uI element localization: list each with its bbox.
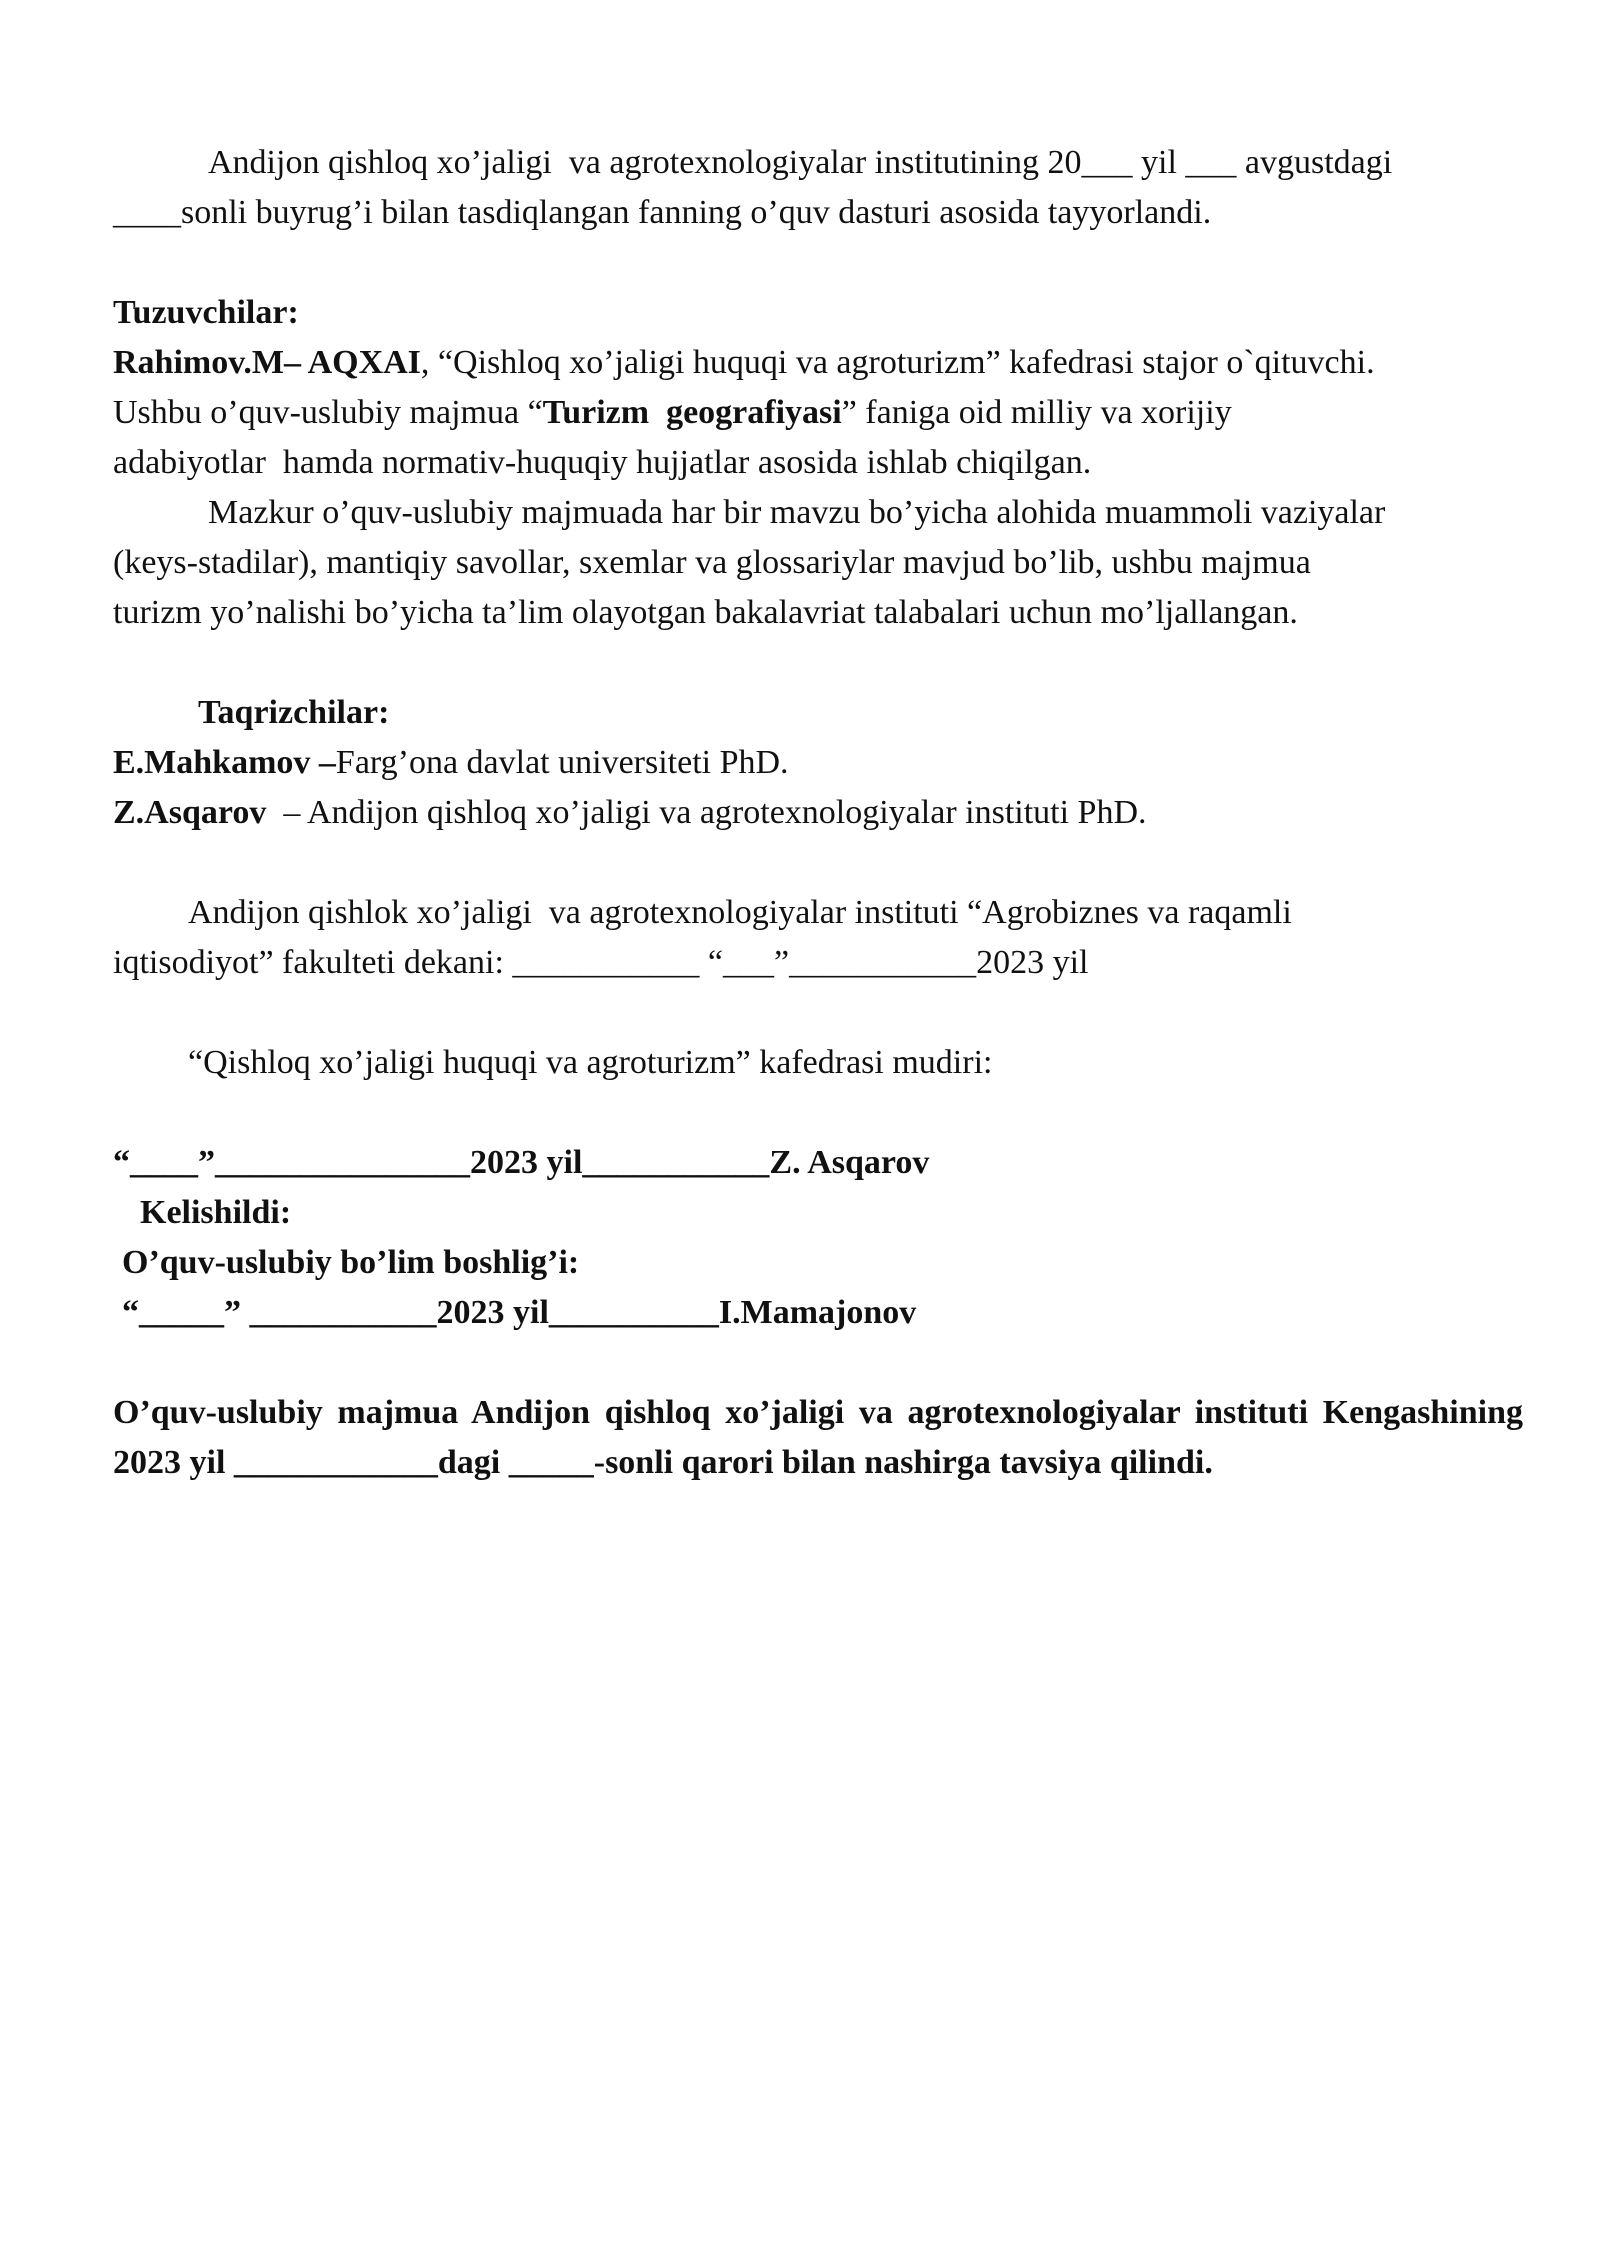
description-line-3: Mazkur o’quv-uslubiy majmuada har bir mavzu bo’yicha alohida muammoli vaziyalar [208,494,1386,531]
description-text-b: ” faniga oid milliy va xorijiy [841,394,1232,431]
reviewer-1-affiliation: Farg’ona davlat universiteti PhD. [335,744,789,781]
dean-line-2: iqtisodiyot” fakulteti dekani: ___________ “___”___________2023 yil [113,944,1089,981]
reviewer-2-name: Z.Asqarov [113,794,267,831]
dean-line-1: Andijon qishlok xo’jaligi va agrotexnologiyalar instituti “Agrobiznes va raqamli [188,894,1292,931]
course-title: Turizm geografiyasi [542,394,842,431]
reviewer-2-affiliation: – Andijon qishloq xo’jaligi va agrotexnologiyalar instituti PhD. [266,794,1147,831]
author-position: , “Qishloq xo’jaligi huquqi va agroturizm” kafedrasi stajor o`qituvchi. [420,344,1375,381]
description-line-4: (keys-stadilar), mantiqiy savollar, sxemlar va glossariylar mavjud bo’lib, ushbu majmua [113,544,1311,581]
approval-signature: “_____” ___________2023 yil__________I.Mamajonov [122,1294,917,1331]
approval-office: O’quv-uslubiy bo’lim boshlig’i: [122,1244,580,1281]
department-head-signature: “____”_______________2023 yil___________Z. Asqarov [113,1144,930,1181]
council-recommendation: O’quv-uslubiy majmua Andijon qishloq xo’jaligi va agrotexnologiyalar instituti Kengashining 2023 yil ____________dagi _____-sonli qarori bilan nashirga tavsiya qilindi. [113,1394,1523,1481]
description-text-a: Ushbu o’quv-uslubiy majmua “ [113,394,543,431]
reviewer-1-name: E.Mahkamov – [113,744,336,781]
reviewer-1 [113,738,789,788]
description-line-1 [113,388,1232,438]
approval-heading: Kelishildi: [140,1194,292,1231]
department-head-title: “Qishloq xo’jaligi huquqi va agroturizm” kafedrasi mudiri: [188,1044,993,1081]
description-line-2: adabiyotlar hamda normativ-huquqiy hujjatlar asosida ishlab chiqilgan. [113,444,1092,481]
intro-line-2: ____sonli buyrug’i bilan tasdiqlangan fanning o’quv dasturi asosida tayyorlandi. [113,194,1212,231]
reviewers-heading: Taqrizchilar: [198,694,390,731]
authors-heading: Tuzuvchilar: [113,294,299,331]
intro-line-1: Andijon qishloq xo’jaligi va agrotexnologiyalar institutining 20___ yil ___ avgustdagi [208,144,1393,181]
author-line [113,338,1375,388]
description-line-5: turizm yo’nalishi bo’yicha ta’lim olayotgan bakalavriat talabalari uchun mo’ljallangan. [113,594,1298,631]
author-name: Rahimov.M– AQXAI [113,344,421,381]
reviewer-2 [113,788,1147,838]
